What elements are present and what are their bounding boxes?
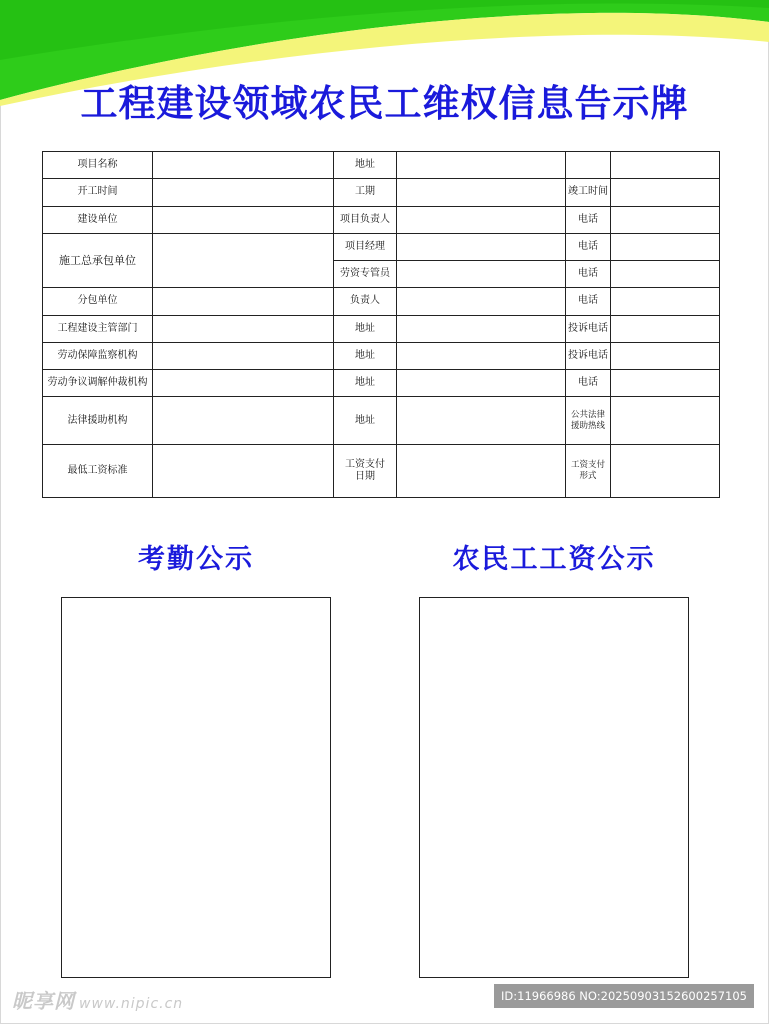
label-labor-inspection: 劳动保障监察机构: [43, 342, 153, 369]
table-row: [43, 397, 720, 445]
label-pay-date-line1: 工资支付: [345, 459, 385, 471]
label-legal-aid: 法律援助机构: [43, 397, 153, 445]
value-cell: [611, 206, 720, 233]
table-row: [43, 152, 720, 179]
table-row: [43, 233, 720, 260]
label-responsible-person: 负责人: [334, 288, 397, 315]
table-row: [43, 445, 720, 498]
value-cell: [153, 179, 334, 206]
label-pay-form-line1: 工资支付: [570, 460, 605, 471]
table-row: [43, 370, 720, 397]
label-phone: 电话: [566, 370, 611, 397]
value-cell: [153, 445, 334, 498]
label-duration: 工期: [334, 179, 397, 206]
label-address: 地址: [334, 370, 397, 397]
label-subcontractor: 分包单位: [43, 288, 153, 315]
value-cell: [611, 261, 720, 288]
watermark-brand-name: 昵享网: [12, 989, 75, 1013]
page-title: 工程建设领域农民工维权信息告示牌: [80, 82, 689, 125]
value-cell: [397, 233, 566, 260]
value-cell: [153, 397, 334, 445]
value-cell: [397, 179, 566, 206]
label-authority: 工程建设主管部门: [43, 315, 153, 342]
value-cell: [611, 445, 720, 498]
label-start-time: 开工时间: [43, 179, 153, 206]
table-row: [43, 342, 720, 369]
value-cell: [611, 370, 720, 397]
value-cell: [397, 152, 566, 179]
value-cell: [397, 315, 566, 342]
label-legal-hotline-line1: 公共法律: [570, 409, 605, 420]
label-phone: 电话: [566, 206, 611, 233]
value-cell: [397, 261, 566, 288]
label-empty: [566, 152, 611, 179]
value-cell: [397, 370, 566, 397]
label-address: 地址: [334, 152, 397, 179]
attendance-section-title: 考勤公示: [138, 544, 254, 575]
label-pay-date-line2: 日期: [355, 471, 375, 483]
label-phone: 电话: [566, 261, 611, 288]
value-cell: [611, 315, 720, 342]
label-complaint-phone: 投诉电话: [566, 315, 611, 342]
label-pay-form-line2: 形式: [579, 471, 597, 482]
wage-section-title: 农民工工资公示: [452, 544, 656, 575]
value-cell: [611, 233, 720, 260]
label-address: 地址: [334, 315, 397, 342]
value-cell: [153, 233, 334, 288]
label-phone: 电话: [566, 288, 611, 315]
attendance-panel: [61, 597, 331, 978]
value-cell: [153, 315, 334, 342]
label-general-contractor: 施工总承包单位: [43, 233, 153, 288]
wage-panel: [419, 597, 689, 978]
table-row: [43, 288, 720, 315]
value-cell: [611, 288, 720, 315]
label-project-leader: 项目负责人: [334, 206, 397, 233]
watermark-brand: [12, 985, 183, 1014]
watermark-url: www.nipic.cn: [79, 996, 184, 1012]
label-labor-manager: 劳资专管员: [334, 261, 397, 288]
watermark-id: ID:11966986 NO:20250903152600257105: [494, 984, 754, 1008]
label-arbitration: 劳动争议调解仲裁机构: [43, 370, 153, 397]
label-address: 地址: [334, 397, 397, 445]
value-cell: [397, 206, 566, 233]
table-row: [43, 179, 720, 206]
label-project-manager: 项目经理: [334, 233, 397, 260]
label-phone: 电话: [566, 233, 611, 260]
value-cell: [611, 342, 720, 369]
value-cell: [397, 288, 566, 315]
label-min-wage: 最低工资标准: [43, 445, 153, 498]
label-completion-time: 竣工时间: [566, 179, 611, 206]
value-cell: [397, 342, 566, 369]
label-construction-unit: 建设单位: [43, 206, 153, 233]
label-address: 地址: [334, 342, 397, 369]
value-cell: [611, 397, 720, 445]
value-cell: [153, 370, 334, 397]
value-cell: [153, 152, 334, 179]
value-cell: [611, 179, 720, 206]
value-cell: [397, 397, 566, 445]
label-complaint-phone: 投诉电话: [566, 342, 611, 369]
value-cell: [397, 445, 566, 498]
label-pay-date: [334, 445, 397, 498]
value-cell: [611, 152, 720, 179]
value-cell: [153, 288, 334, 315]
label-legal-hotline: [566, 397, 611, 445]
info-table: [42, 151, 720, 498]
value-cell: [153, 342, 334, 369]
label-project-name: 项目名称: [43, 152, 153, 179]
label-legal-hotline-line2: 援助热线: [570, 420, 605, 431]
table-row: [43, 315, 720, 342]
label-pay-form: [566, 445, 611, 498]
value-cell: [153, 206, 334, 233]
table-row: [43, 206, 720, 233]
